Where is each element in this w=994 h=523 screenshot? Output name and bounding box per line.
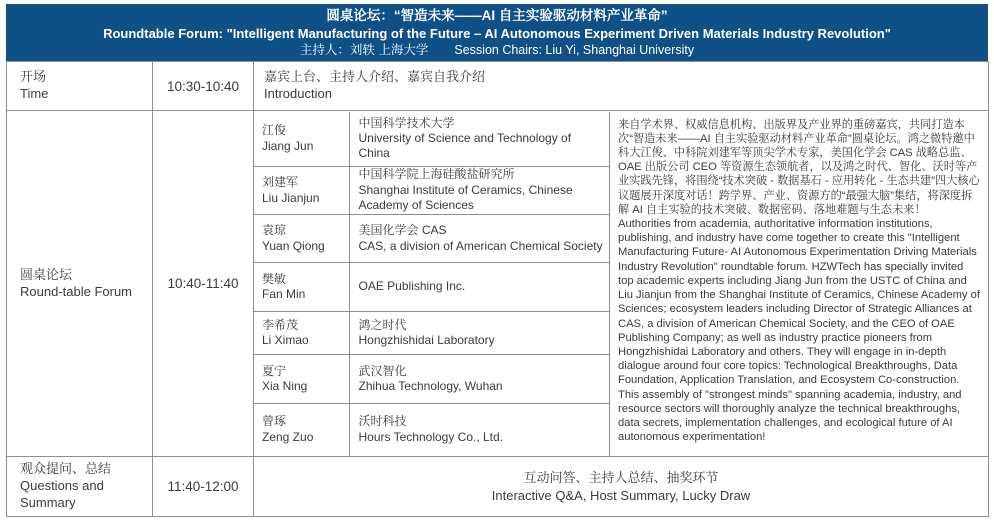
speaker-row: [254, 263, 609, 312]
speaker-name-zh: 江俊: [262, 123, 287, 138]
forum-description-en: Authorities from academia, authoritative information institutions, publishing, and industry have come together to create this "Intelligent Manufacturing Future- AI Autonomous Experimentation Driving Materials Industry Revolution" roundtable forum. HZWTech has specially invited top academic experts including Jiang Jun from the USTC of China and Liu Jianjun from the Shanghai Institute of Ceramics, Chinese Academy of Sciences; ecosystem leaders including Director of Strategic Alliances at CAS, a division of American Chemical Society, and the CEO of OAE Publishing Company; as well as industry practice pioneers from Hongzhishidai Laboratory and others. They will engage in in-depth dialogue around four core topics: Technological Breakthroughs, Data Foundation, Application Translation, and Ecosystem Co-construction. This assembly of "strongest minds" spanning academia, industry, and resource sectors will thoroughly analyze the technical breakthroughs, data secrets, implementation challenges, and ecological future of AI autonomous experimentation!: [618, 218, 980, 444]
time-cell-qa: 11:40-12:00: [153, 457, 254, 517]
speaker-name-en: Yuan Qiong: [262, 238, 325, 253]
speaker-org-zh: 中国科学院上海硅酸盐研究所: [358, 167, 515, 182]
phase-cell-opening: [7, 62, 153, 111]
activity-cell-qa: [254, 457, 989, 517]
phase-en: Round-table Forum: [20, 283, 132, 299]
speaker-org-cell: [349, 167, 609, 215]
speaker-name-cell: [254, 167, 349, 215]
speaker-name-en: Liu Jianjun: [262, 190, 320, 205]
activity-en: Interactive Q&A, Host Summary, Lucky Draw: [491, 487, 751, 503]
speaker-org-cell: [349, 404, 609, 456]
speaker-org-cell: [349, 263, 609, 312]
speaker-org-cell: [349, 355, 609, 404]
speaker-org-zh: 武汉智化: [358, 363, 407, 378]
roundtable-content-cell: [254, 111, 989, 457]
time-cell-opening: 10:30-10:40: [153, 62, 254, 111]
speaker-row: [254, 112, 609, 167]
phase-zh: 观众提问、总结: [20, 461, 112, 477]
speaker-name-cell: [254, 215, 349, 263]
forum-header: [6, 4, 988, 61]
speaker-name-cell: [254, 312, 349, 355]
phase-en: Time: [20, 86, 49, 101]
speaker-name-en: Zeng Zuo: [262, 429, 314, 444]
speaker-org-en: Hongzhishidai Laboratory: [358, 333, 495, 347]
phase-cell-qa: [7, 457, 153, 517]
speaker-row: [254, 167, 609, 215]
speaker-org-zh: 中国科学技术大学: [358, 115, 455, 130]
speaker-org-cell: [349, 112, 609, 167]
agenda-row-qa: [7, 457, 989, 517]
roundtable-content: [254, 112, 988, 456]
forum-title-en: Roundtable Forum: "Intelligent Manufacturing of the Future – AI Autonomous Experiment Driven Materials Industry Revolution": [103, 25, 891, 41]
speaker-row: [254, 312, 609, 355]
speaker-org-cell: [349, 312, 609, 355]
activity-zh: 互动问答、主持人总结、抽奖环节: [523, 469, 719, 485]
phase-zh: 圆桌论坛: [20, 266, 73, 282]
speaker-name-zh: 李希茂: [262, 317, 299, 332]
speaker-name-en: Xia Ning: [262, 379, 308, 393]
activity-cell-opening: [254, 62, 989, 111]
forum-title-zh: 圆桌论坛：“智造未来——AI 自主实验驱动材料产业革命”: [326, 7, 668, 23]
speaker-name-zh: 夏宁: [262, 363, 287, 378]
forum-chairs-en: Session Chairs: Liu Yi, Shanghai University: [454, 42, 695, 57]
forum-description-zh: 来自学术界、权威信息机构、出版界及产业界的重磅嘉宾，共同打造本次“智造未来——AI 自主实验驱动材料产业革命”圆桌论坛。鸿之微特邀中科大江俊、中科院刘建军等顶尖学术专家，美国化学会 CAS 战略总监、OAE 出版公司 CEO 等资源生态领航者，以及鸿之时代、智化、沃时等产业实践先锋，将围绕“技术突破 - 数据基石 - 应用转化 - 生态共建”四大核心议题展开深度对话！跨学界、产业、资源方的“最强大脑”集结，将深度拆解 AI 自主实验的技术突破、数据密码、落地难题与生态未来！: [618, 118, 980, 216]
agenda-row-opening: [7, 62, 989, 111]
speaker-row: [254, 404, 609, 456]
agenda-table: [6, 61, 989, 517]
speaker-name-en: Li Ximao: [262, 333, 309, 347]
speaker-org-en: CAS, a division of American Chemical Society: [358, 238, 603, 253]
speaker-row: [254, 215, 609, 263]
speaker-org-en: Hours Technology Co., Ltd.: [358, 429, 504, 444]
activity-en: Introduction: [264, 86, 332, 101]
time-cell-roundtable: 10:40-11:40: [153, 111, 254, 457]
phase-cell-roundtable: [7, 111, 153, 457]
speaker-row: [254, 355, 609, 404]
phase-zh: 开场: [20, 69, 47, 85]
speaker-name-zh: 樊敏: [262, 271, 287, 286]
speaker-name-cell: [254, 112, 349, 167]
speaker-org-cell: [349, 215, 609, 263]
speaker-name-en: Jiang Jun: [262, 138, 314, 153]
speaker-name-cell: [254, 404, 349, 456]
speaker-org-en: OAE Publishing Inc.: [358, 279, 466, 294]
speaker-org-en: Shanghai Institute of Ceramics, Chinese Academy of Sciences: [358, 182, 573, 213]
speaker-name-zh: 刘建军: [262, 175, 299, 190]
speaker-org-en: University of Science and Technology of China: [358, 131, 572, 161]
speaker-name-cell: [254, 355, 349, 404]
agenda-row-roundtable: [7, 111, 989, 457]
speaker-org-zh: 美国化学会 CAS: [358, 223, 447, 238]
forum-chairs-line: [6, 42, 988, 59]
speaker-name-zh: 曾琢: [262, 414, 287, 429]
speaker-org-en: Zhihua Technology, Wuhan: [358, 379, 503, 393]
speaker-org-zh: 鸿之时代: [358, 317, 407, 332]
speaker-org-zh: 沃时科技: [358, 414, 407, 429]
phase-en: Questions and Summary: [20, 478, 104, 510]
speaker-name-cell: [254, 263, 349, 312]
speaker-name-en: Fan Min: [262, 287, 306, 301]
forum-chairs-zh: 主持人：刘轶 上海大学: [299, 42, 429, 57]
speaker-name-zh: 袁琼: [262, 223, 287, 238]
activity-zh: 嘉宾上台、主持人介绍、嘉宾自我介绍: [264, 69, 486, 85]
speakers-table: [254, 112, 609, 456]
forum-description: [609, 112, 988, 456]
